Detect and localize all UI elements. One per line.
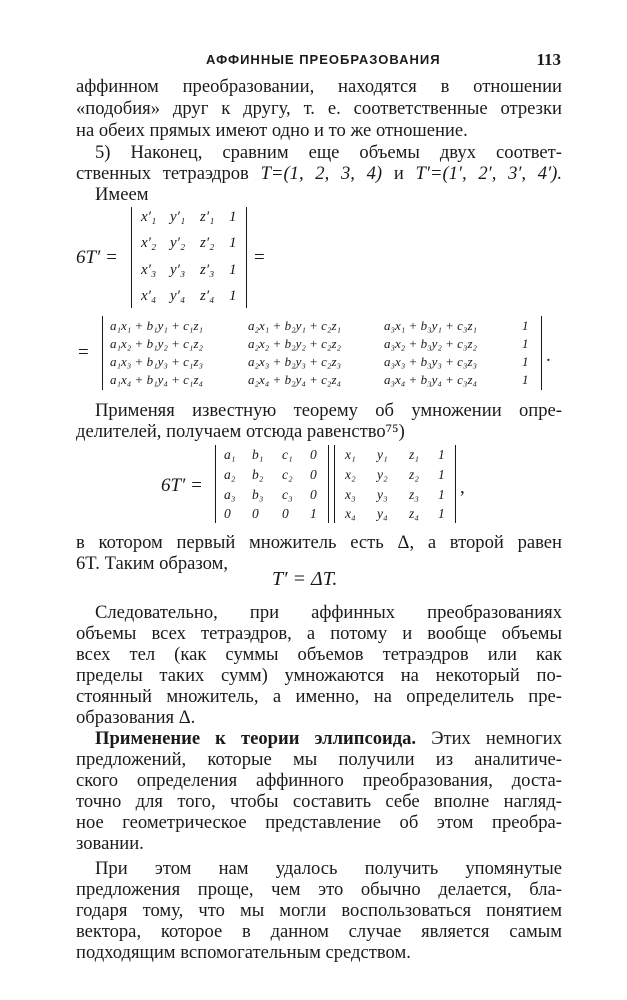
det3-right-cell-r2-c4: 1 xyxy=(438,467,445,482)
det2-lhs: = xyxy=(78,342,89,363)
det2-cell-r3-c2: a₂x₃ + b₂y₃ + c₂z₃ xyxy=(248,354,342,369)
det3-right-cell-r1-c3: z₁ xyxy=(409,447,419,462)
page-header xyxy=(76,50,561,74)
det1-cell-r4-c2: y′₄ xyxy=(170,288,186,304)
det3-left-cell-r1-c3: c₁ xyxy=(282,447,293,462)
det3-left-cell-r3-c4: 0 xyxy=(310,487,317,502)
det3-right-cell-r3-c4: 1 xyxy=(438,487,445,502)
det2-right-bar xyxy=(541,316,542,390)
para6-line6: зовании. xyxy=(76,833,144,854)
det1-cell-r4-c3: z′₄ xyxy=(200,288,215,304)
det2-cell-r2-c4: 1 xyxy=(522,336,529,351)
para5-line2: объемы всех тетраэдров, а потому и вообще объемы xyxy=(76,623,562,644)
det1-cell-r2-c3: z′₂ xyxy=(200,235,215,251)
det1-cell-r1-c3: z′₁ xyxy=(200,209,215,225)
det1-right-bar xyxy=(246,207,247,308)
det3-right-cell-r4-c4: 1 xyxy=(438,506,445,521)
det3-right-cell-r2-c2: y₂ xyxy=(377,467,388,482)
det3-left-cell-r4-c4: 1 xyxy=(310,506,317,521)
det1-rhs: = xyxy=(254,247,265,268)
det3-left-cell-r4-c2: 0 xyxy=(252,506,259,521)
det1-cell-r1-c2: y′₁ xyxy=(170,209,186,225)
det3-left-cell-r4-c1: 0 xyxy=(224,506,231,521)
det1-cell-r4-c1: x′₄ xyxy=(141,288,157,304)
det3-left-cell-r2-c1: a₂ xyxy=(224,467,236,482)
det3-right-cell-r3-c2: y₃ xyxy=(377,487,388,502)
det3-right-cell-r2-c1: x₂ xyxy=(345,467,356,482)
det1-cell-r2-c1: x′₂ xyxy=(141,235,157,251)
det3-right-cell-r3-c1: x₃ xyxy=(345,487,356,502)
det3-left-cell-r1-c4: 0 xyxy=(310,447,317,462)
det2-left-bar xyxy=(102,316,103,390)
det3-tail: , xyxy=(460,477,465,498)
det2-cell-r2-c3: a₃x₂ + b₃y₂ + c₃z₂ xyxy=(384,336,478,351)
det3-left-cell-r1-c1: a₁ xyxy=(224,447,236,462)
det3-left-cell-r3-c2: b₃ xyxy=(252,487,264,502)
para1-line1: аффинном преобразовании, находятся в отношении xyxy=(76,76,562,97)
para7-line2: предложения проще, чем это обычно делается, бла- xyxy=(76,879,562,900)
det2-cell-r2-c1: a₁x₂ + b₁y₂ + c₁z₂ xyxy=(110,336,204,351)
para4-line2: 6T. Таким образом, xyxy=(76,553,229,574)
det1-cell-r3-c1: x′₃ xyxy=(141,262,157,278)
det3-right-cell-r4-c1: x₄ xyxy=(345,506,356,521)
para2-and: и xyxy=(393,163,404,184)
det2-cell-r3-c4: 1 xyxy=(522,354,529,369)
para2-line3: Имеем xyxy=(95,184,149,205)
det3-right-cell-r1-c4: 1 xyxy=(438,447,445,462)
det2-cell-r1-c2: a₂x₁ + b₂y₁ + c₂z₁ xyxy=(248,318,342,333)
det1-left-bar xyxy=(131,207,132,308)
tetrahedron-t: T=(1, 2, 3, 4) xyxy=(260,163,383,184)
para5-line1: Следовательно, при аффинных преобразованиях xyxy=(95,602,562,623)
det3-left-cell-r2-c3: c₂ xyxy=(282,467,293,482)
det3-a-left-bar xyxy=(215,445,216,523)
det3-right-cell-r1-c2: y₁ xyxy=(377,447,388,462)
det3-b-right-bar xyxy=(455,445,456,523)
tetrahedron-t-prime: T′=(1′, 2′, 3′, 4′). xyxy=(415,163,562,184)
section-heading: Применение к теории эллипсоида. xyxy=(95,728,417,749)
det1-cell-r1-c1: x′₁ xyxy=(141,209,157,225)
para6-line5: ное геометрическое представление об этом преобра- xyxy=(76,812,562,833)
running-title: АФФИННЫЕ ПРЕОБРАЗОВАНИЯ xyxy=(206,52,441,67)
det2-cell-r1-c1: a₁x₁ + b₁y₁ + c₁z₁ xyxy=(110,318,204,333)
det1-cell-r3-c3: z′₃ xyxy=(200,262,215,278)
para5-line6: образования Δ. xyxy=(76,707,196,728)
det3-b-left-bar xyxy=(334,445,335,523)
para5-line5: стоянный множитель, а именно, на определитель пре- xyxy=(76,686,562,707)
det3-left-cell-r2-c2: b₂ xyxy=(252,467,264,482)
det1-cell-r3-c2: y′₃ xyxy=(170,262,186,278)
det1-lhs: 6T′ = xyxy=(76,247,118,268)
det3-left-cell-r3-c3: c₃ xyxy=(282,487,293,502)
det3-left-cell-r4-c3: 0 xyxy=(282,506,289,521)
para7-line5: подходящим вспомогательным средством. xyxy=(76,942,411,963)
det2-cell-r3-c1: a₁x₃ + b₁y₃ + c₁z₃ xyxy=(110,354,204,369)
para1-line2: «подобия» друг к другу, т. е. соответственные отрезки xyxy=(76,98,562,119)
det3-right-cell-r4-c2: y₄ xyxy=(377,506,388,521)
det3-right-cell-r2-c3: z₂ xyxy=(409,467,419,482)
para6-line4: точно для того, чтобы составить себе вполне нагляд- xyxy=(76,791,562,812)
para7-line1: При этом нам удалось получить упомянутые xyxy=(95,858,562,879)
det1-cell-r2-c4: 1 xyxy=(229,235,237,251)
det2-cell-r4-c2: a₂x₄ + b₂y₄ + c₂z₄ xyxy=(248,372,342,387)
det2-cell-r4-c3: a₃x₄ + b₃y₄ + c₃z₄ xyxy=(384,372,478,387)
det2-cell-r1-c4: 1 xyxy=(522,318,529,333)
para7-line4: вектора, которое в данном случае является самым xyxy=(76,921,562,942)
para5-line3: всех тел (как суммы объемов тетраэдров или как xyxy=(76,644,562,665)
det2-cell-r1-c3: a₃x₁ + b₃y₁ + c₃z₁ xyxy=(384,318,478,333)
det2-tail: . xyxy=(546,345,551,366)
para6-line2: предложений, которые мы получили из аналитиче- xyxy=(76,749,562,770)
det1-cell-r2-c2: y′₂ xyxy=(170,235,186,251)
para3-line1: Применяя известную теорему об умножении опре- xyxy=(95,400,562,421)
para2-line1: 5) Наконец, сравним еще объемы двух соответ- xyxy=(95,142,562,163)
det3-right-cell-r3-c3: z₃ xyxy=(409,487,419,502)
para2-line2 xyxy=(76,164,562,185)
page-number: 113 xyxy=(536,50,561,69)
det1-cell-r1-c4: 1 xyxy=(229,209,237,225)
formula-t-prime-delta: T′ = ΔT. xyxy=(272,568,338,590)
para1-line3: на обеих прямых имеют одно и то же отношение. xyxy=(76,120,468,141)
para7-line3: годаря тому, что мы могли воспользоваться понятием xyxy=(76,900,562,921)
det3-a-right-bar xyxy=(328,445,329,523)
det3-left-cell-r1-c2: b₁ xyxy=(252,447,264,462)
det3-right-cell-r4-c3: z₄ xyxy=(409,506,419,521)
det1-cell-r3-c4: 1 xyxy=(229,262,237,278)
det2-cell-r4-c4: 1 xyxy=(522,372,529,387)
det1-cell-r4-c4: 1 xyxy=(229,288,237,304)
det3-left-cell-r3-c1: a₃ xyxy=(224,487,236,502)
det2-cell-r2-c2: a₂x₂ + b₂y₂ + c₂z₂ xyxy=(248,336,342,351)
det3-right-cell-r1-c1: x₁ xyxy=(345,447,356,462)
para3-line2: делителей, получаем отсюда равенство⁷⁵) xyxy=(76,421,405,442)
para6-line1 xyxy=(95,729,562,750)
det2-cell-r4-c1: a₁x₄ + b₁y₄ + c₁z₄ xyxy=(110,372,204,387)
para6-line1-rest: Этих немногих xyxy=(431,728,563,749)
para6-line3: ского определения аффинного преобразования, доста- xyxy=(76,770,562,791)
det2-cell-r3-c3: a₃x₃ + b₃y₃ + c₃z₃ xyxy=(384,354,478,369)
para5-line4: пределы таких сумм) умножаются на некоторый по- xyxy=(76,665,562,686)
det3-left-cell-r2-c4: 0 xyxy=(310,467,317,482)
para4-line1: в котором первый множитель есть Δ, а второй равен xyxy=(76,532,562,553)
para2-line2-text: ственных тетраэдров xyxy=(76,163,249,184)
det3-lhs: 6T′ = xyxy=(161,475,203,496)
